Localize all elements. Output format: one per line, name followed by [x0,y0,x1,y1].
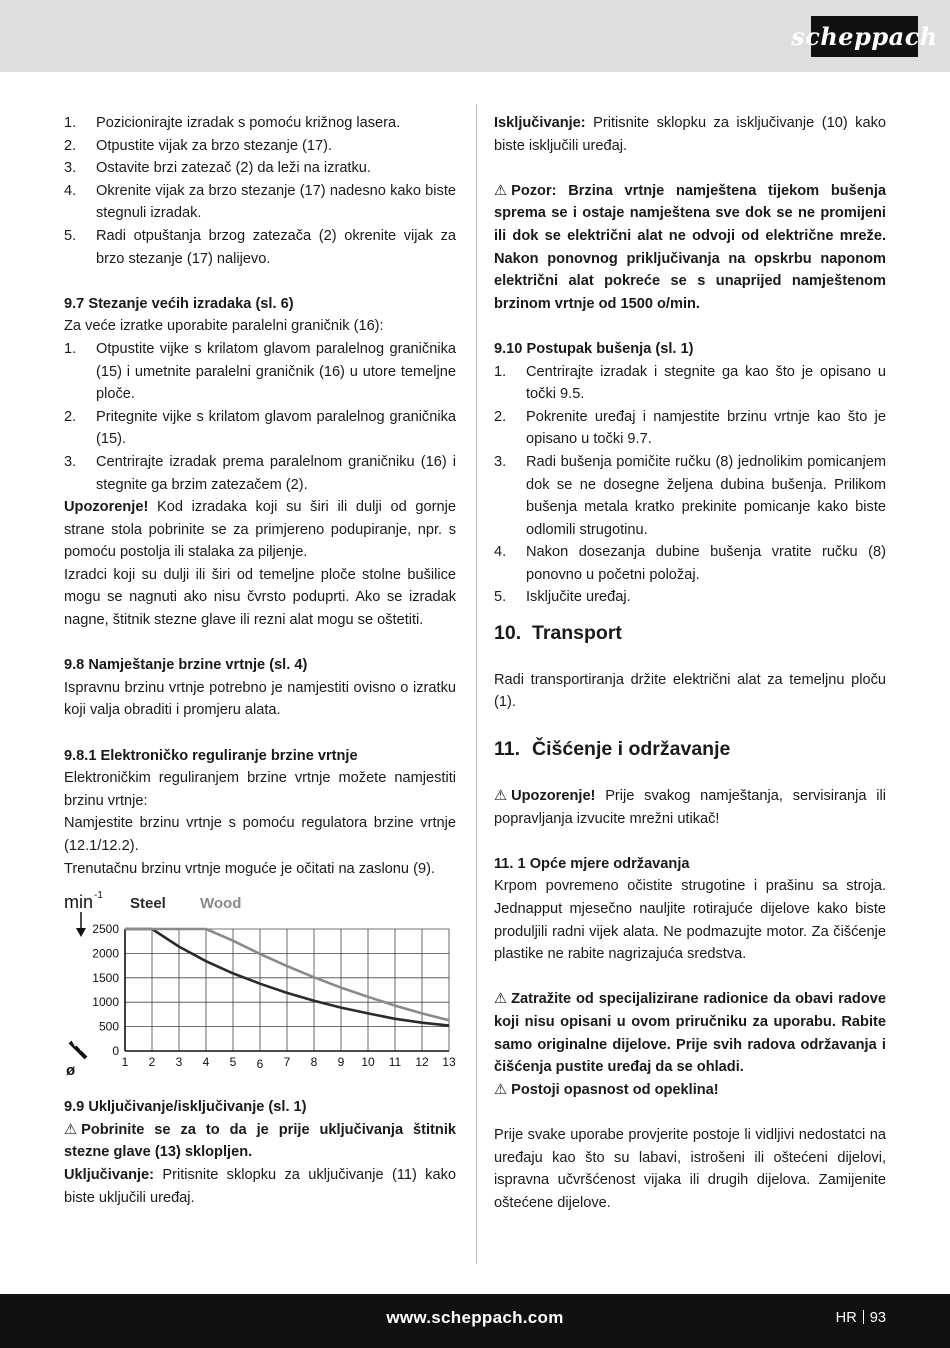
x-tick-label: 11 [388,1055,402,1070]
section-heading-9-8-1: 9.8.1 Elektroničko reguliranje brzine vrtnje [64,747,358,764]
y-tick-label: 1000 [92,995,119,1010]
body-paragraph: Uključivanje: Pritisnite sklopku za uključivanje (11) kako biste uključili uređaj. [64,1166,456,1206]
body-paragraph: Prije svake uporabe provjerite postoje li vidljivi nedostatci na uređaju kao što su labavi, istrošeni ili oštećeni dijelovi, ispravna učvršćenost vijaka ili drugih dijelova. Zamijenite oštećene dijelove. [494,1126,886,1211]
body-paragraph: Isključivanje: Pritisnite sklopku za isključivanje (10) kako biste isključili uređaj. [494,115,886,154]
y-tick-label: 0 [112,1044,119,1059]
section-heading-9-7: 9.7 Stezanje većih izradaka (sl. 6) [64,295,294,312]
y-tick-label: 2000 [92,946,119,961]
section-heading-9-8: 9.8 Namještanje brzine vrtnje (sl. 4) [64,657,308,674]
y-tick-label: 500 [98,1019,119,1034]
list-item: 3. Centrirajte izradak prema paralelnom graničniku (16) i stegnite ga brzim zatezačem (2). [64,453,456,493]
y-axis-label: min [64,892,94,913]
x-tick-label: 6 [256,1057,264,1072]
right-column [494,112,886,1214]
x-tick-label: 5 [229,1055,237,1070]
warning-triangle-icon: ⚠ [494,1081,508,1098]
body-paragraph: Trenutačnu brzinu vrtnje moguće je očitati na zaslonu (9). [64,860,435,877]
footer-url[interactable]: www.scheppach.com [386,1308,564,1327]
list-item: 2. Pokrenite uređaj i namjestite brzinu vrtnje kao što je opisano u točki 9.7. [494,408,886,448]
x-tick-label: 4 [202,1055,210,1070]
column-divider [476,104,477,1264]
body-paragraph: Elektroničkim reguliranjem brzine vrtnje možete namjestiti brzinu vrtnje: [64,770,456,809]
chapter-heading-maintenance: 11. Čišćenje i održavanje [494,738,731,761]
body-paragraph: Namjestite brzinu vrtnje s pomoću regulatora brzine vrtnje (12.1/12.2). [64,815,456,854]
y-axis-arrow-head [76,928,86,937]
list-item: 5. Isključite uređaj. [494,589,631,606]
warning-paragraph: ⚠ Upozorenje! Prije svakog namještanja, servisiranja ili popravljanja izvucite mrežni utikač! [494,785,886,830]
left-column [64,112,456,1209]
y-axis-label-superscript: -1 [94,890,103,902]
y-tick-label: 2500 [92,922,119,937]
legend-wood: Wood [200,895,242,913]
section-heading-11-1: 11. 1 Opće mjere održavanja [494,855,690,872]
warning-triangle-icon: ⚠ [494,788,508,805]
body-paragraph: Izradci koji su dulji ili širi od temeljne ploče stolne bušilice mogu se nagnuti ako nisu čvrsto poduprti. Ako se izradak nagne, štitnik stezne glave ili rezni alat mogu se oštetiti. [64,566,456,629]
warning-triangle-icon: ⚠ [494,182,508,199]
chapter-heading-transport: 10. Transport [494,622,622,645]
body-paragraph: Radi transportiranja držite električni alat za temeljnu ploču (1). [494,671,886,711]
list-item: 1. Pozicionirajte izradak s pomoću križnog lasera. [64,115,401,131]
list-item: 4. Nakon dosezanja dubine bušenja vratite ručku (8) ponovno u početni položaj. [494,544,886,583]
drilling-steps-list [494,361,886,610]
list-item: 1. Centrirajte izradak i stegnite ga kao što je opisano u točki 9.5. [494,363,886,403]
speed-chart [60,890,460,1080]
page-number: HR 93 [835,1310,886,1326]
warning-triangle-icon: ⚠ [494,991,508,1008]
list-item: 3. Ostavite brzi zatezač (2) da leži na izratku. [64,160,371,177]
x-tick-label: 1 [121,1055,129,1070]
section-intro: Za veće izratke uporabite paralelni graničnik (16): [64,318,384,335]
caution-paragraph: ⚠ Pozor: Brzina vrtnje namještena tijekom bušenja sprema se i ostaje namještena sve dok se ne promijeni ili dok se električni alat ne odvoji od električne mreže. Nakon ponovnog priključivanja na opskrbu naponom električni alat pokreće se s unaprijed namještenom brzinom vrtnje od 1500 o/min. [494,180,886,316]
body-paragraph: Krpom povremeno očistite strugotine i prašinu sa stroja. Jednapput mjesečno nauljite rotirajuće dijelove kako biste produljili radni vijek alata. Ne podmazujte motor. Za čišćenje plastike ne rabite nagrizajuća sredstva. [494,878,886,963]
list-item: 3. Radi bušenja pomičite ručku (8) jednolikim pomicanjem dok se ne dosegne željena dubina bušenja. Prilikom bušenja metala kratko prekinite pomicanje kako biste odlomili strugotinu. [494,453,886,538]
warning-paragraph: Upozorenje! Kod izradaka koji su širi ili dulji od gornje strane stola pobrinite se za primjereno podupiranje, npr. s pomoću postolja ili stalaka za piljenje. [64,499,456,561]
x-tick-label: 12 [415,1055,429,1070]
list-item: 2. Otpustite vijak za brzo stezanje (17). [64,137,333,154]
warning-triangle-icon: ⚠ [64,1121,78,1138]
clamping-steps-list [64,112,456,270]
x-axis-symbol: ø [66,1062,76,1080]
x-tick-label: 8 [310,1055,318,1070]
x-tick-label: 13 [442,1055,456,1070]
legend-steel: Steel [130,895,166,913]
warning-paragraph: ⚠ Pobrinite se za to da je prije uključivanja štitnik stezne glave (13) sklopljen. [64,1119,456,1164]
y-tick-label: 1500 [92,970,119,985]
speed-chart-svg [60,890,460,1080]
list-item: 1. Otpustite vijke s krilatom glavom paralelnog graničnika (15) i umetnite paralelni graničnik (16) u utore temeljne ploče. [64,340,456,403]
x-tick-label: 2 [148,1055,156,1070]
parallel-stop-steps-list [64,338,456,496]
body-paragraph: Ispravnu brzinu vrtnje potrebno je namjestiti ovisno o izratku koji valja obraditi i promjeru alata. [64,679,456,719]
list-item: 2. Pritegnite vijke s krilatom glavom paralelnog graničnika (15). [64,408,456,448]
burn-warning: ⚠ Postoji opasnost od opeklina! [494,1079,886,1102]
scheppach-logo: scheppach [811,16,918,57]
x-tick-label: 9 [337,1055,345,1070]
x-tick-label: 3 [175,1055,183,1070]
x-tick-label: 7 [283,1055,291,1070]
list-item: 4. Okrenite vijak za brzo stezanje (17) nadesno kako biste stegnuli izradak. [64,182,456,222]
section-heading-9-10: 9.10 Postupak bušenja (sl. 1) [494,340,694,357]
list-item: 5. Radi otpuštanja brzog zatezača (2) okrenite vijak za brzo stezanje (17) nalijevo. [64,227,456,267]
x-tick-label: 10 [361,1055,375,1070]
caution-paragraph: ⚠ Zatražite od specijalizirane radionice da obavi radove koji nisu opisani u ovom priručniku za uporabu. Rabite samo originalne dijelove. Prije svih radova održavanja i čišćenja pustite uređaj da se ohladi. [494,988,886,1078]
section-heading-9-9: 9.9 Uključivanje/isključivanje (sl. 1) [64,1099,307,1116]
